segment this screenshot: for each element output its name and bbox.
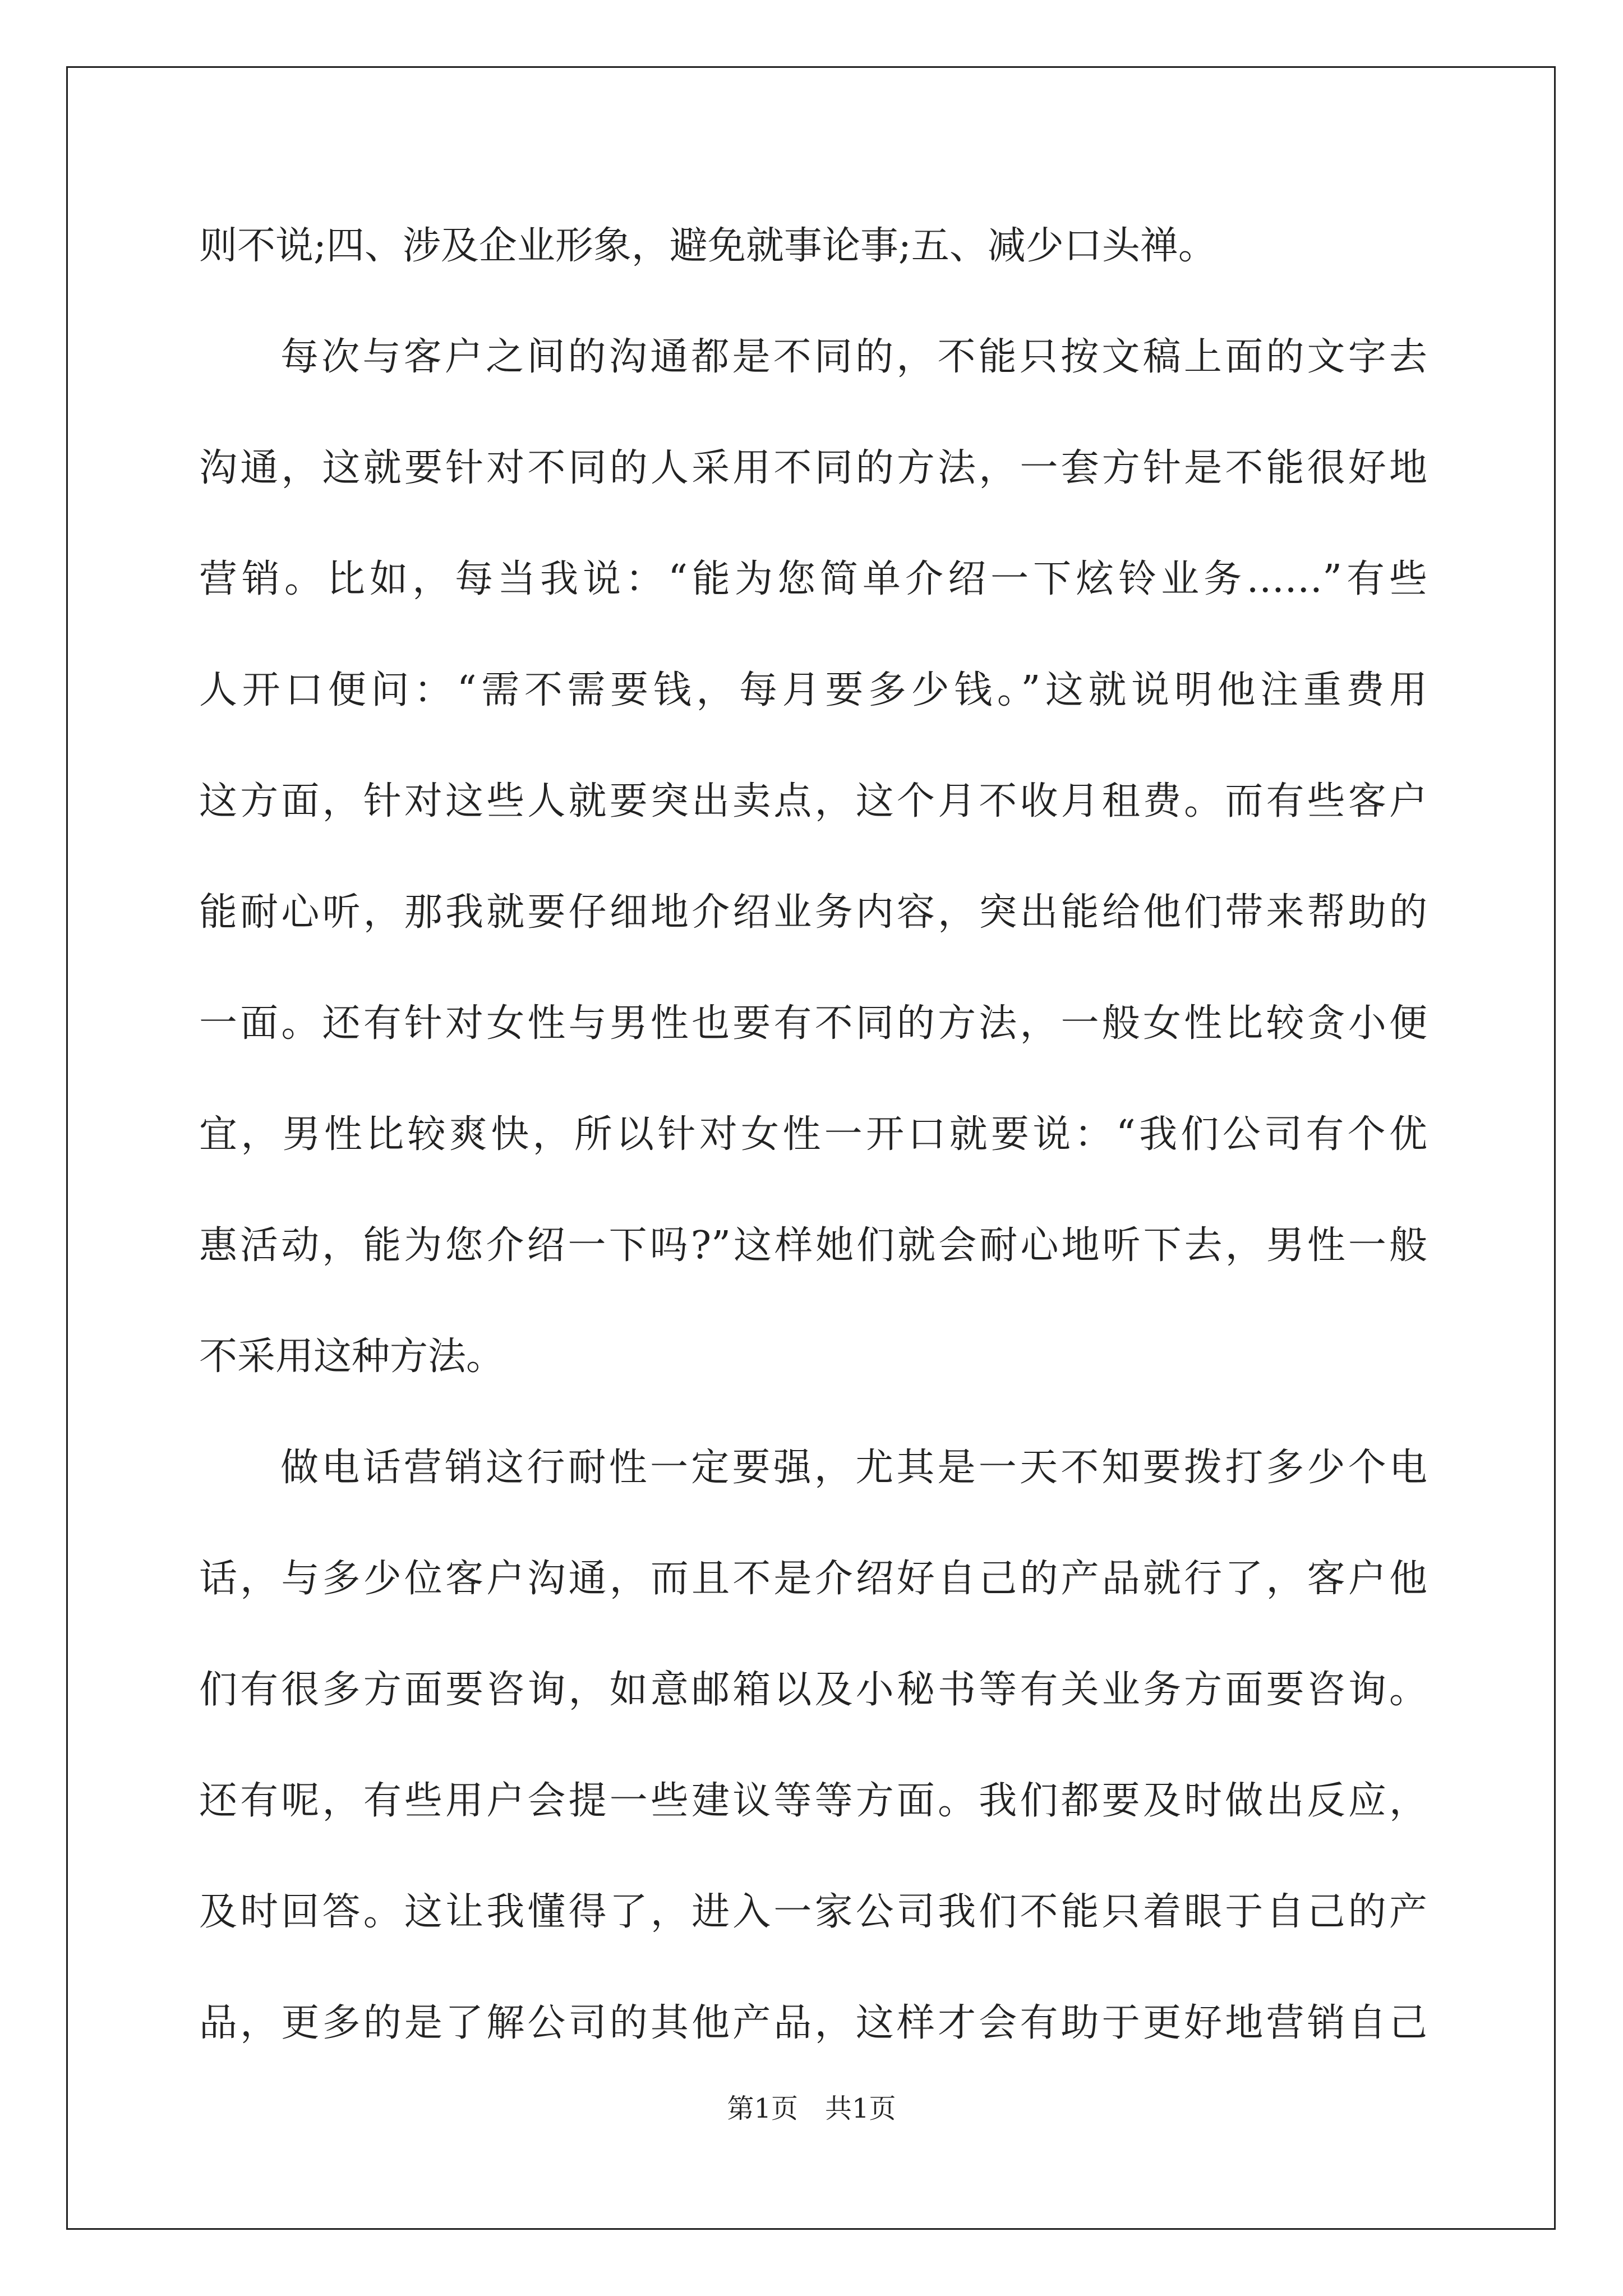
text-line: 品，更多的是了解公司的其他产品，这样才会有助于更好地营销自己 xyxy=(199,2001,1427,2045)
text-line: 一面。还有针对女性与男性也要有不同的方法，一般女性比较贪小便 xyxy=(199,1001,1427,1046)
text-line: 这方面，针对这些人就要突出卖点，这个月不收月租费。而有些客户 xyxy=(199,779,1427,823)
text-line: 人开口便问：“需不需要钱，每月要多少钱。”这就说明他注重费用 xyxy=(199,668,1427,712)
page-footer: 第1页 共1页 xyxy=(727,2093,896,2124)
text-line: 营销。比如，每当我说：“能为您简单介绍一下炫铃业务……”有些 xyxy=(199,557,1427,601)
text-line: 宜，男性比较爽快，所以针对女性一开口就要说：“我们公司有个优 xyxy=(199,1112,1427,1157)
text-line: 沟通，这就要针对不同的人采用不同的方法，一套方针是不能很好地 xyxy=(199,446,1427,490)
text-line: 惠活动，能为您介绍一下吗?”这样她们就会耐心地听下去，男性一般 xyxy=(199,1223,1427,1268)
text-line: 话，与多少位客户沟通，而且不是介绍好自己的产品就行了，客户他 xyxy=(199,1557,1427,1601)
text-line: 们有很多方面要咨询，如意邮箱以及小秘书等有关业务方面要咨询。 xyxy=(199,1668,1427,1712)
paragraph-start-line: 做电话营销这行耐性一定要强，尤其是一天不知要拨打多少个电 xyxy=(280,1446,1427,1490)
text-line: 还有呢，有些用户会提一些建议等等方面。我们都要及时做出反应， xyxy=(199,1779,1427,1823)
paragraph-start-line: 每次与客户之间的沟通都是不同的，不能只按文稿上面的文字去 xyxy=(280,335,1427,379)
text-line: 则不说;四、涉及企业形象，避免就事论事;五、减少口头禅。 xyxy=(199,224,1216,268)
text-line: 及时回答。这让我懂得了，进入一家公司我们不能只着眼于自己的产 xyxy=(199,1890,1427,1934)
text-line: 能耐心听，那我就要仔细地介绍业务内容，突出能给他们带来帮助的 xyxy=(199,890,1427,935)
text-line: 不采用这种方法。 xyxy=(199,1335,505,1379)
document-body xyxy=(199,191,1427,2079)
